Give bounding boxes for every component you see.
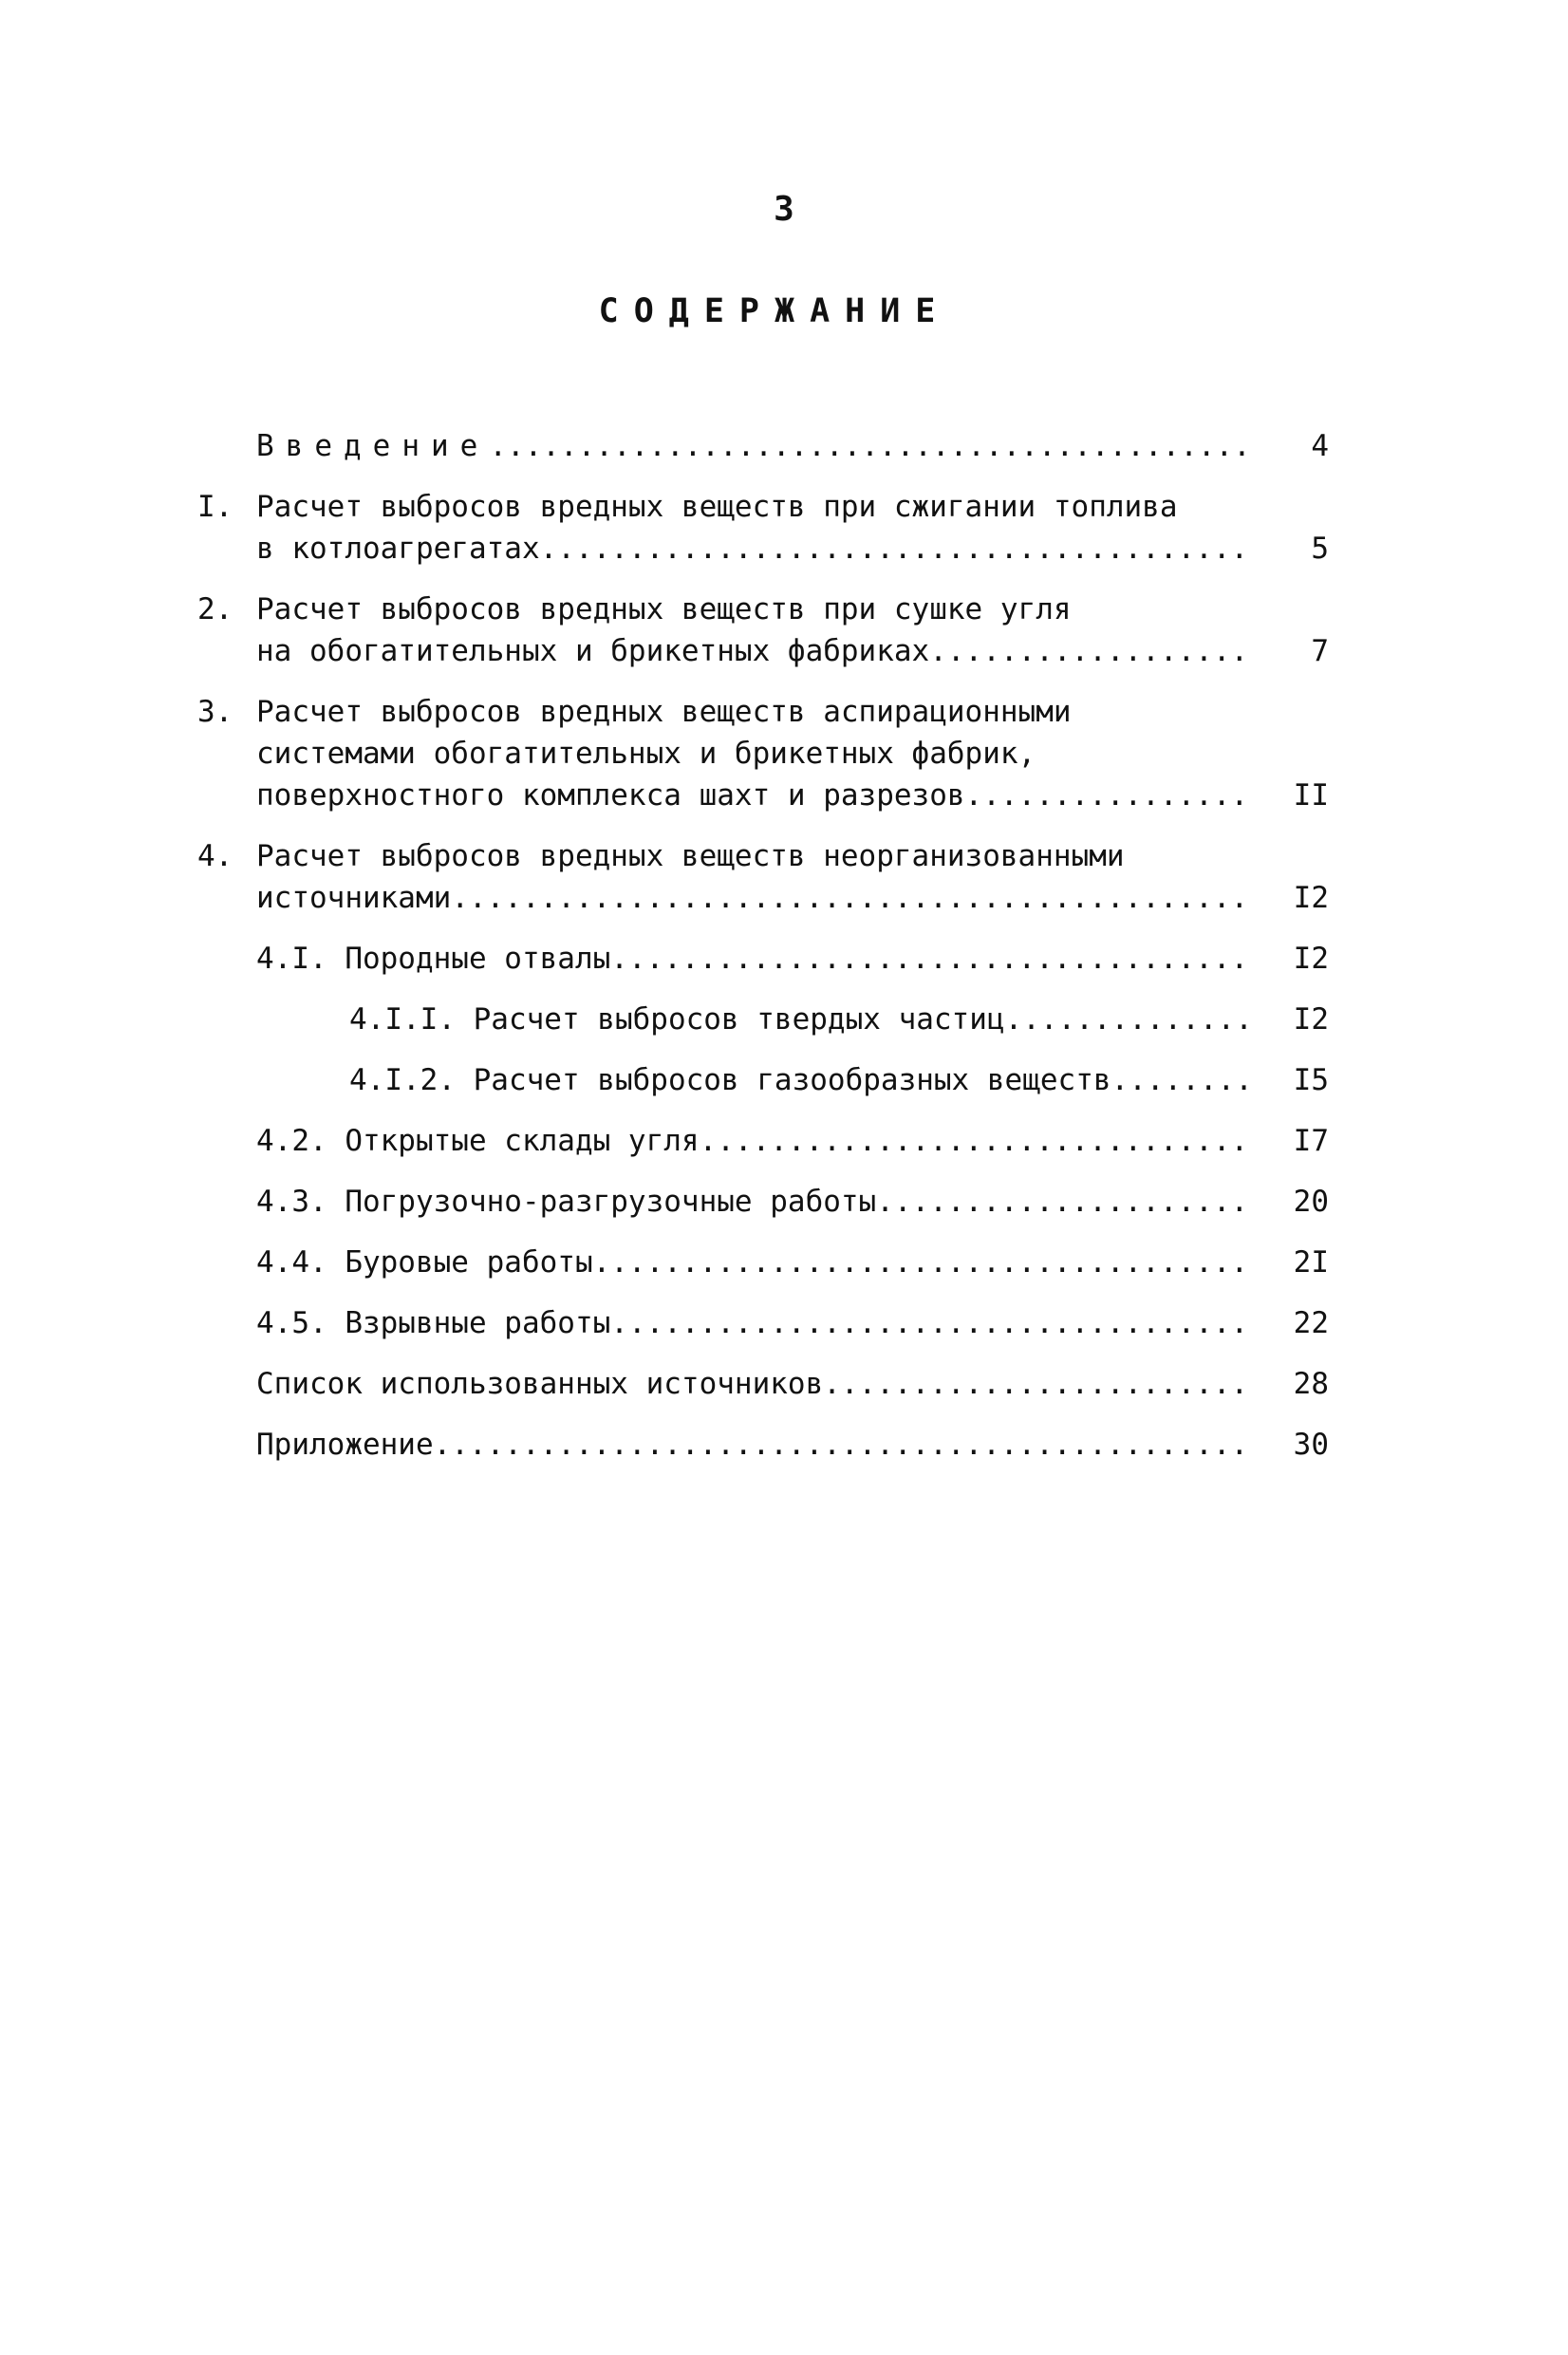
toc-leader-dots xyxy=(593,1242,1255,1283)
toc-leader-dots xyxy=(451,877,1255,919)
toc-entry-4-4 xyxy=(0,1242,1568,1283)
toc-leader-dots xyxy=(610,1302,1255,1344)
toc-leader-dots xyxy=(434,1424,1255,1466)
toc-entry-text: поверхностного комплекса шахт и разрезов xyxy=(256,778,965,813)
toc-entry-text: Введение xyxy=(256,429,490,463)
toc-entry-text: на обогатительных и брикетных фабриках xyxy=(256,634,930,668)
toc-entry-text: Расчет выбросов вредных веществ при сушке угля xyxy=(256,592,1072,626)
toc-leader-dots xyxy=(489,425,1255,467)
toc-entry-text: 4.I.I. Расчет выбросов твердых частиц xyxy=(349,1002,1005,1037)
toc-entry-appendix xyxy=(0,1424,1568,1466)
toc-entry-text: 4.I. Породные отвалы xyxy=(256,942,611,976)
toc-entry-text: 4.5. Взрывные работы xyxy=(256,1306,611,1340)
toc-page-number: 2I xyxy=(1293,1245,1329,1280)
toc-entry-4-1 xyxy=(0,938,1568,980)
toc-page-number: 4 xyxy=(1311,429,1329,463)
toc-page-number: 20 xyxy=(1293,1185,1329,1219)
table-of-contents xyxy=(0,425,1568,1485)
toc-entry-text: 4.4. Буровые работы xyxy=(256,1245,593,1280)
toc-entry-text: Список использованных источников xyxy=(256,1367,824,1401)
toc-page-number: I2 xyxy=(1293,942,1329,976)
toc-entry-4-3 xyxy=(0,1181,1568,1223)
toc-entry-4-5 xyxy=(0,1302,1568,1344)
toc-page-number: 28 xyxy=(1293,1367,1329,1401)
toc-page-number: 30 xyxy=(1293,1428,1329,1462)
toc-entry-number: 3. xyxy=(197,695,233,729)
toc-entry-number: I. xyxy=(197,490,233,524)
toc-entry-text: Расчет выбросов вредных веществ при сжигании топлива xyxy=(256,490,1178,524)
toc-entry-references xyxy=(0,1363,1568,1405)
toc-entry-text: в котлоагрегатах xyxy=(256,532,540,566)
toc-leader-dots xyxy=(965,775,1255,816)
toc-entry-3 xyxy=(0,691,1568,816)
toc-page-number: I5 xyxy=(1293,1063,1329,1097)
toc-entry-4-2 xyxy=(0,1120,1568,1162)
toc-page-number: 7 xyxy=(1311,634,1329,668)
toc-entry-number: 2. xyxy=(197,592,233,626)
toc-leader-dots xyxy=(1111,1059,1255,1101)
toc-entry-text: 4.I.2. Расчет выбросов газообразных веществ xyxy=(349,1063,1111,1097)
toc-page-number: I2 xyxy=(1293,1002,1329,1037)
toc-leader-dots xyxy=(540,528,1255,570)
toc-entry-text: Расчет выбросов вредных веществ неорганизованными xyxy=(256,839,1125,873)
toc-entry-4 xyxy=(0,835,1568,919)
toc-entry-4-1-2 xyxy=(0,1059,1568,1101)
toc-entry-text: системами обогатительных и брикетных фабрик, xyxy=(256,737,1036,771)
toc-entry-text: 4.2. Открытые склады угля xyxy=(256,1124,700,1158)
toc-leader-dots xyxy=(876,1181,1255,1223)
toc-leader-dots xyxy=(610,938,1255,980)
toc-page-number: I2 xyxy=(1293,881,1329,915)
toc-entry-text: Приложение xyxy=(256,1428,434,1462)
toc-page-number: I7 xyxy=(1293,1124,1329,1158)
toc-entry-4-1-1 xyxy=(0,999,1568,1040)
toc-leader-dots xyxy=(929,630,1255,672)
toc-leader-dots xyxy=(823,1363,1255,1405)
toc-page-number: II xyxy=(1293,778,1329,813)
toc-entry-text: источниками xyxy=(256,881,452,915)
toc-entry-number: 4. xyxy=(197,839,233,873)
toc-entry-intro xyxy=(0,425,1568,467)
toc-leader-dots xyxy=(1005,999,1255,1040)
toc-page-number: 5 xyxy=(1311,532,1329,566)
toc-entry-2 xyxy=(0,589,1568,672)
toc-entry-text: 4.3. Погрузочно-разгрузочные работы xyxy=(256,1185,877,1219)
toc-page-number: 22 xyxy=(1293,1306,1329,1340)
toc-leader-dots xyxy=(700,1120,1255,1162)
page-number: 3 xyxy=(774,190,794,229)
toc-entry-text: Расчет выбросов вредных веществ аспирационными xyxy=(256,695,1072,729)
toc-entry-1 xyxy=(0,486,1568,570)
page-title: СОДЕРЖАНИЕ xyxy=(598,292,951,330)
